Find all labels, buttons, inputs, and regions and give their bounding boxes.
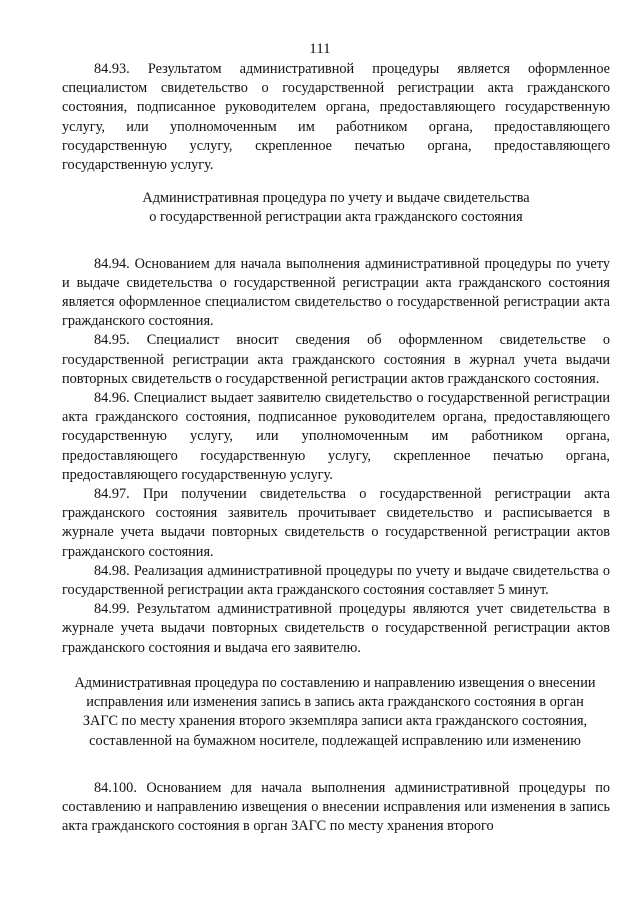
paragraph-84-99: 84.99. Результатом административной процедуры являются учет свидетельства в журнале учета выдачи повторных свидетельств о государственной регистрации актов гражданского состояния и выдача его заявителю. bbox=[62, 601, 610, 656]
paragraph-84-95: 84.95. Специалист вносит сведения об оформленном свидетельстве о государственной регистрации акта гражданского состояния в журнал учета выдачи повторных свидетельств о государственной регистрации актов гражданского состояния. bbox=[62, 332, 610, 387]
heading-line: Административная процедура по учету и выдаче свидетельства bbox=[142, 190, 530, 207]
section-heading-correction-notice bbox=[60, 674, 610, 751]
page-number: 111 bbox=[309, 41, 331, 57]
heading-line: составленной на бумажном носителе, подлежащей исправлению или изменению bbox=[89, 732, 581, 749]
heading-line: о государственной регистрации акта гражданского состояния bbox=[149, 209, 523, 226]
heading-line: исправления или изменения запись в запись акта гражданского состояния в орган bbox=[86, 694, 584, 711]
heading-line: Административная процедура по составлению и направлению извещения о внесении bbox=[74, 674, 596, 691]
paragraph-84-98: 84.98. Реализация административной процедуры по учету и выдаче свидетельства о государственной регистрации акта гражданского состояния составляет 5 минут. bbox=[62, 562, 610, 599]
paragraph-84-97: 84.97. При получении свидетельства о государственной регистрации акта гражданского состояния заявитель прочитывает свидетельство и расписывается в журнале учета выдачи повторных свидетельств о государственной регистрации актов гражданского состояния. bbox=[62, 486, 610, 560]
paragraph-84-96: 84.96. Специалист выдает заявителю свидетельство о государственной регистрации акта гражданского состояния, подписанное руководителем органа, предоставляющего государственную услугу, или уполномоченным им работником органа, предоставляющего государственную услугу, скрепленное печатью органа, предоставляющего государственную услугу. bbox=[62, 390, 610, 483]
paragraph-84-94: 84.94. Основанием для начала выполнения административной процедуры по учету и выдаче свидетельства о государственной регистрации акта гражданского состояния является оформленное специалистом свидетельство о государственной регистрации акта гражданского состояния. bbox=[62, 255, 610, 330]
document-body bbox=[62, 60, 610, 836]
paragraph-84-100: 84.100. Основанием для начала выполнения административной процедуры по составлению и направлению извещения о внесении исправления или изменения в запись акта гражданского состояния в орган ЗАГС по месту хранения второго bbox=[62, 779, 610, 835]
heading-line: ЗАГС по месту хранения второго экземпляра записи акта гражданского состояния, bbox=[82, 713, 588, 730]
section-heading-issue-certificate bbox=[62, 189, 610, 227]
paragraph-84-93: 84.93. Результатом административной процедуры является оформленное специалистом свидетельство о государственной регистрации акта гражданского состояния, подписанное руководителем органа, предоставляющего государственную услугу, или уполномоченным им работником органа, предоставляющего государственную услугу, скрепленное печатью органа, предоставляющего государственную услугу. bbox=[62, 61, 610, 174]
